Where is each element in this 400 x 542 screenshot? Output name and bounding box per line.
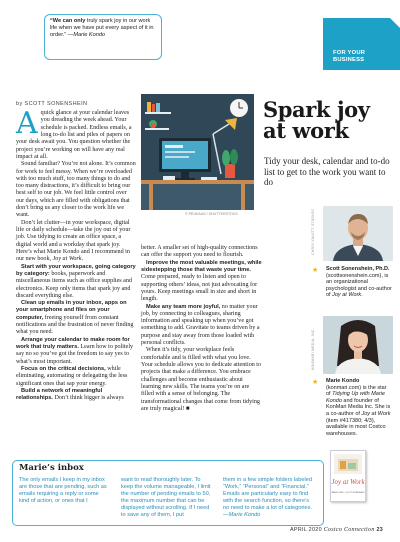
desk-illustration-art [141, 94, 254, 210]
author-bio-text: (item #417380; 4/3), available in most Costco warehouses. [326, 417, 386, 437]
book-title: Joy at Work [361, 410, 391, 417]
paragraph: Sound familiar? You’re not alone. It’s common for work to feel messy. When we’re overloaded with too much stuff, too many things to do and too many distractions, it’s difficult to bring our best self to our job. We feel little control over our days, which are filled with obligations that don’t bring us any closer to the work life we want. [16, 161, 136, 219]
headline: Spark joy at work [263, 97, 370, 143]
tip-lead: Improve the most valuable meetings, while sidestepping those that waste your time. [141, 259, 262, 273]
book-cover-authors: MARIE KONDO · SCOTT SONENSHEIN [331, 492, 365, 494]
paragraph-text: books, paperwork and miscellaneous items such as office supplies and electronics. Keep only items that spark joy and discard everything else. [16, 270, 132, 299]
illustration-credit: © PEUKAAS / SHUTTERSTOCK [185, 212, 238, 216]
section-label: FOR YOUR BUSINESS [333, 50, 366, 63]
drop-cap: A [16, 106, 38, 141]
book-cover-art [331, 451, 365, 501]
page-footer [290, 527, 383, 533]
paragraph-text: freeing yourself from constant notifications and the frustration of never finding what you need. [16, 314, 134, 336]
author-bio-marie [326, 378, 392, 437]
star-icon: ★ [312, 266, 319, 274]
paragraph [16, 337, 136, 366]
paragraph [141, 260, 262, 304]
book-cover-title: Joy at Work [331, 478, 365, 486]
paragraph [16, 106, 136, 161]
paragraph-text: while eliminating, automating or delegating the less significant ones that sap your energy. [16, 365, 128, 387]
photo-credit: CHRIS VALETT STUDIOS [311, 208, 315, 255]
book-cover [330, 450, 366, 502]
sidebar-text: them in a few simple folders labeled “Work,” “Personal” and “Financial.” Emails are particularly easy to find with the search function, so there’s no need to make a lot of categories.— [223, 477, 312, 518]
paragraph [16, 220, 136, 264]
tab-corner [390, 18, 400, 28]
author-bio-text: (konmari.com) is the star of [326, 384, 387, 398]
author-name: Marie Kondo [326, 378, 360, 384]
article-column-2 [141, 245, 262, 413]
tip-lead: Clean up emails in your inbox, apps on your smartphone and files on your computer, [16, 300, 127, 321]
paragraph-text: Learn how to politely say no so you’ve got the freedom to say yes to what’s most important. [16, 344, 134, 365]
dek: Tidy your desk, calendar and to-do list to get to the work you want to do [264, 156, 390, 187]
author-photo-scott [323, 206, 393, 261]
pull-quote-text: truly spark joy in our work life when we have put every aspect of it in order.” — [50, 18, 154, 38]
author-photo-art [323, 206, 393, 261]
article-column-1 [16, 106, 136, 403]
paragraph [16, 264, 136, 301]
tip-lead: Arrange your calendar to make room for work that truly matters. [16, 336, 130, 350]
paragraph-text: quick glance at your calendar leaves you dreading the week ahead. Your schedule is packed. Endless emails, a long to-do list and piles of papers on your desk await you. You question whether the project you’re working on will have any real impact at all. [16, 110, 132, 160]
page-number: 23 [376, 527, 384, 533]
paragraph [16, 388, 136, 403]
author-bio-scott [326, 266, 392, 299]
paragraph: better. A smaller set of high-quality connections can offer the support you need to flourish. [141, 245, 258, 259]
author-photo-marie [323, 316, 393, 374]
sidebar-column-2: want to read thoroughly later. To keep the volume manageable, I limit the number of pending emails to 50, the maximum number that can be displayed without scrolling. If I need to save any of them, I put [121, 477, 211, 518]
paragraph [141, 304, 262, 348]
paragraph [16, 366, 136, 388]
pull-quote-lead: “We can only [50, 18, 86, 24]
author-bio-text: and founder of KonMari Media Inc. She is a co-author of [326, 397, 391, 417]
tip-lead: Focus on the critical decisions, [21, 365, 106, 372]
sidebar-author: Marie Kondo [228, 511, 261, 518]
desk-illustration [141, 94, 254, 210]
footer-date: APRIL 2020 [290, 527, 322, 533]
paragraph-text: Come prepared, ready to listen and open to supporting others’ ideas, not just advocating for yours. Keep meetings small in size and short in length. [141, 274, 258, 303]
book-title: Joy at Work [52, 256, 82, 263]
tip-lead: Make any team more joyful, [146, 303, 221, 310]
sidebar-column-3 [223, 477, 315, 518]
author-bio-text: . [361, 292, 363, 299]
paragraph-text: Don’t let clutter—in your workspace, digital life or daily schedule—take the joy out of your job. Use tidying to create an office space, a digital world and a workday that spark joy. Here’s what Marie Kondo and I recommend in our new book, [16, 219, 131, 263]
pull-quote-author: Marie Kondo [73, 32, 106, 38]
paragraph-text: no matter your job, by connecting to colleagues, sharing information and speaking up when you’ve got something to add. Gravitate to teams driven by a purpose and stay away from those loaded with personal conflicts. [141, 303, 260, 347]
tip-lead: Start with your workspace, going category by category: [16, 263, 136, 277]
paragraph [16, 300, 136, 337]
sidebar-title: Marie’s inbox [19, 463, 84, 473]
byline: by SCOTT SONENSHEIN [16, 101, 88, 107]
star-icon: ★ [312, 378, 319, 386]
photo-credit: KONMARI MEDIA, INC. [311, 328, 315, 370]
author-photo-art [323, 316, 393, 374]
book-title: Joy at Work [332, 292, 362, 299]
tip-lead: Build a network of meaningful relationships. [16, 387, 103, 402]
paragraph-text: . [81, 256, 83, 263]
paragraph: When it’s tidy, your workplace feels comfortable and is filled with what you love. Your schedule allows you to dedicate attention to projects that make a difference. You embrace challenges and become enthusiastic about learning new skills. The teams you’re on are filled with a sense of belonging. The transformational changes that come from tidying are truly magical! ■ [141, 347, 262, 412]
sidebar-column-1: The only emails I keep in my inbox are those that are pending, such as emails requiring a reply or some kind of action, or ones that I [19, 477, 107, 504]
show-title: Tidying Up with Marie Kondo [326, 391, 385, 404]
paragraph-text: Don’t think bigger is always [52, 395, 124, 402]
author-name: Scott Sonenshein, Ph.D. [326, 266, 390, 272]
author-bio-text: (scottsonenshein.com), is an organizational psychologist and co-author of [326, 272, 392, 299]
pull-quote [44, 14, 162, 60]
section-tab [323, 18, 400, 70]
footer-magazine: Costco Connection [323, 527, 375, 533]
